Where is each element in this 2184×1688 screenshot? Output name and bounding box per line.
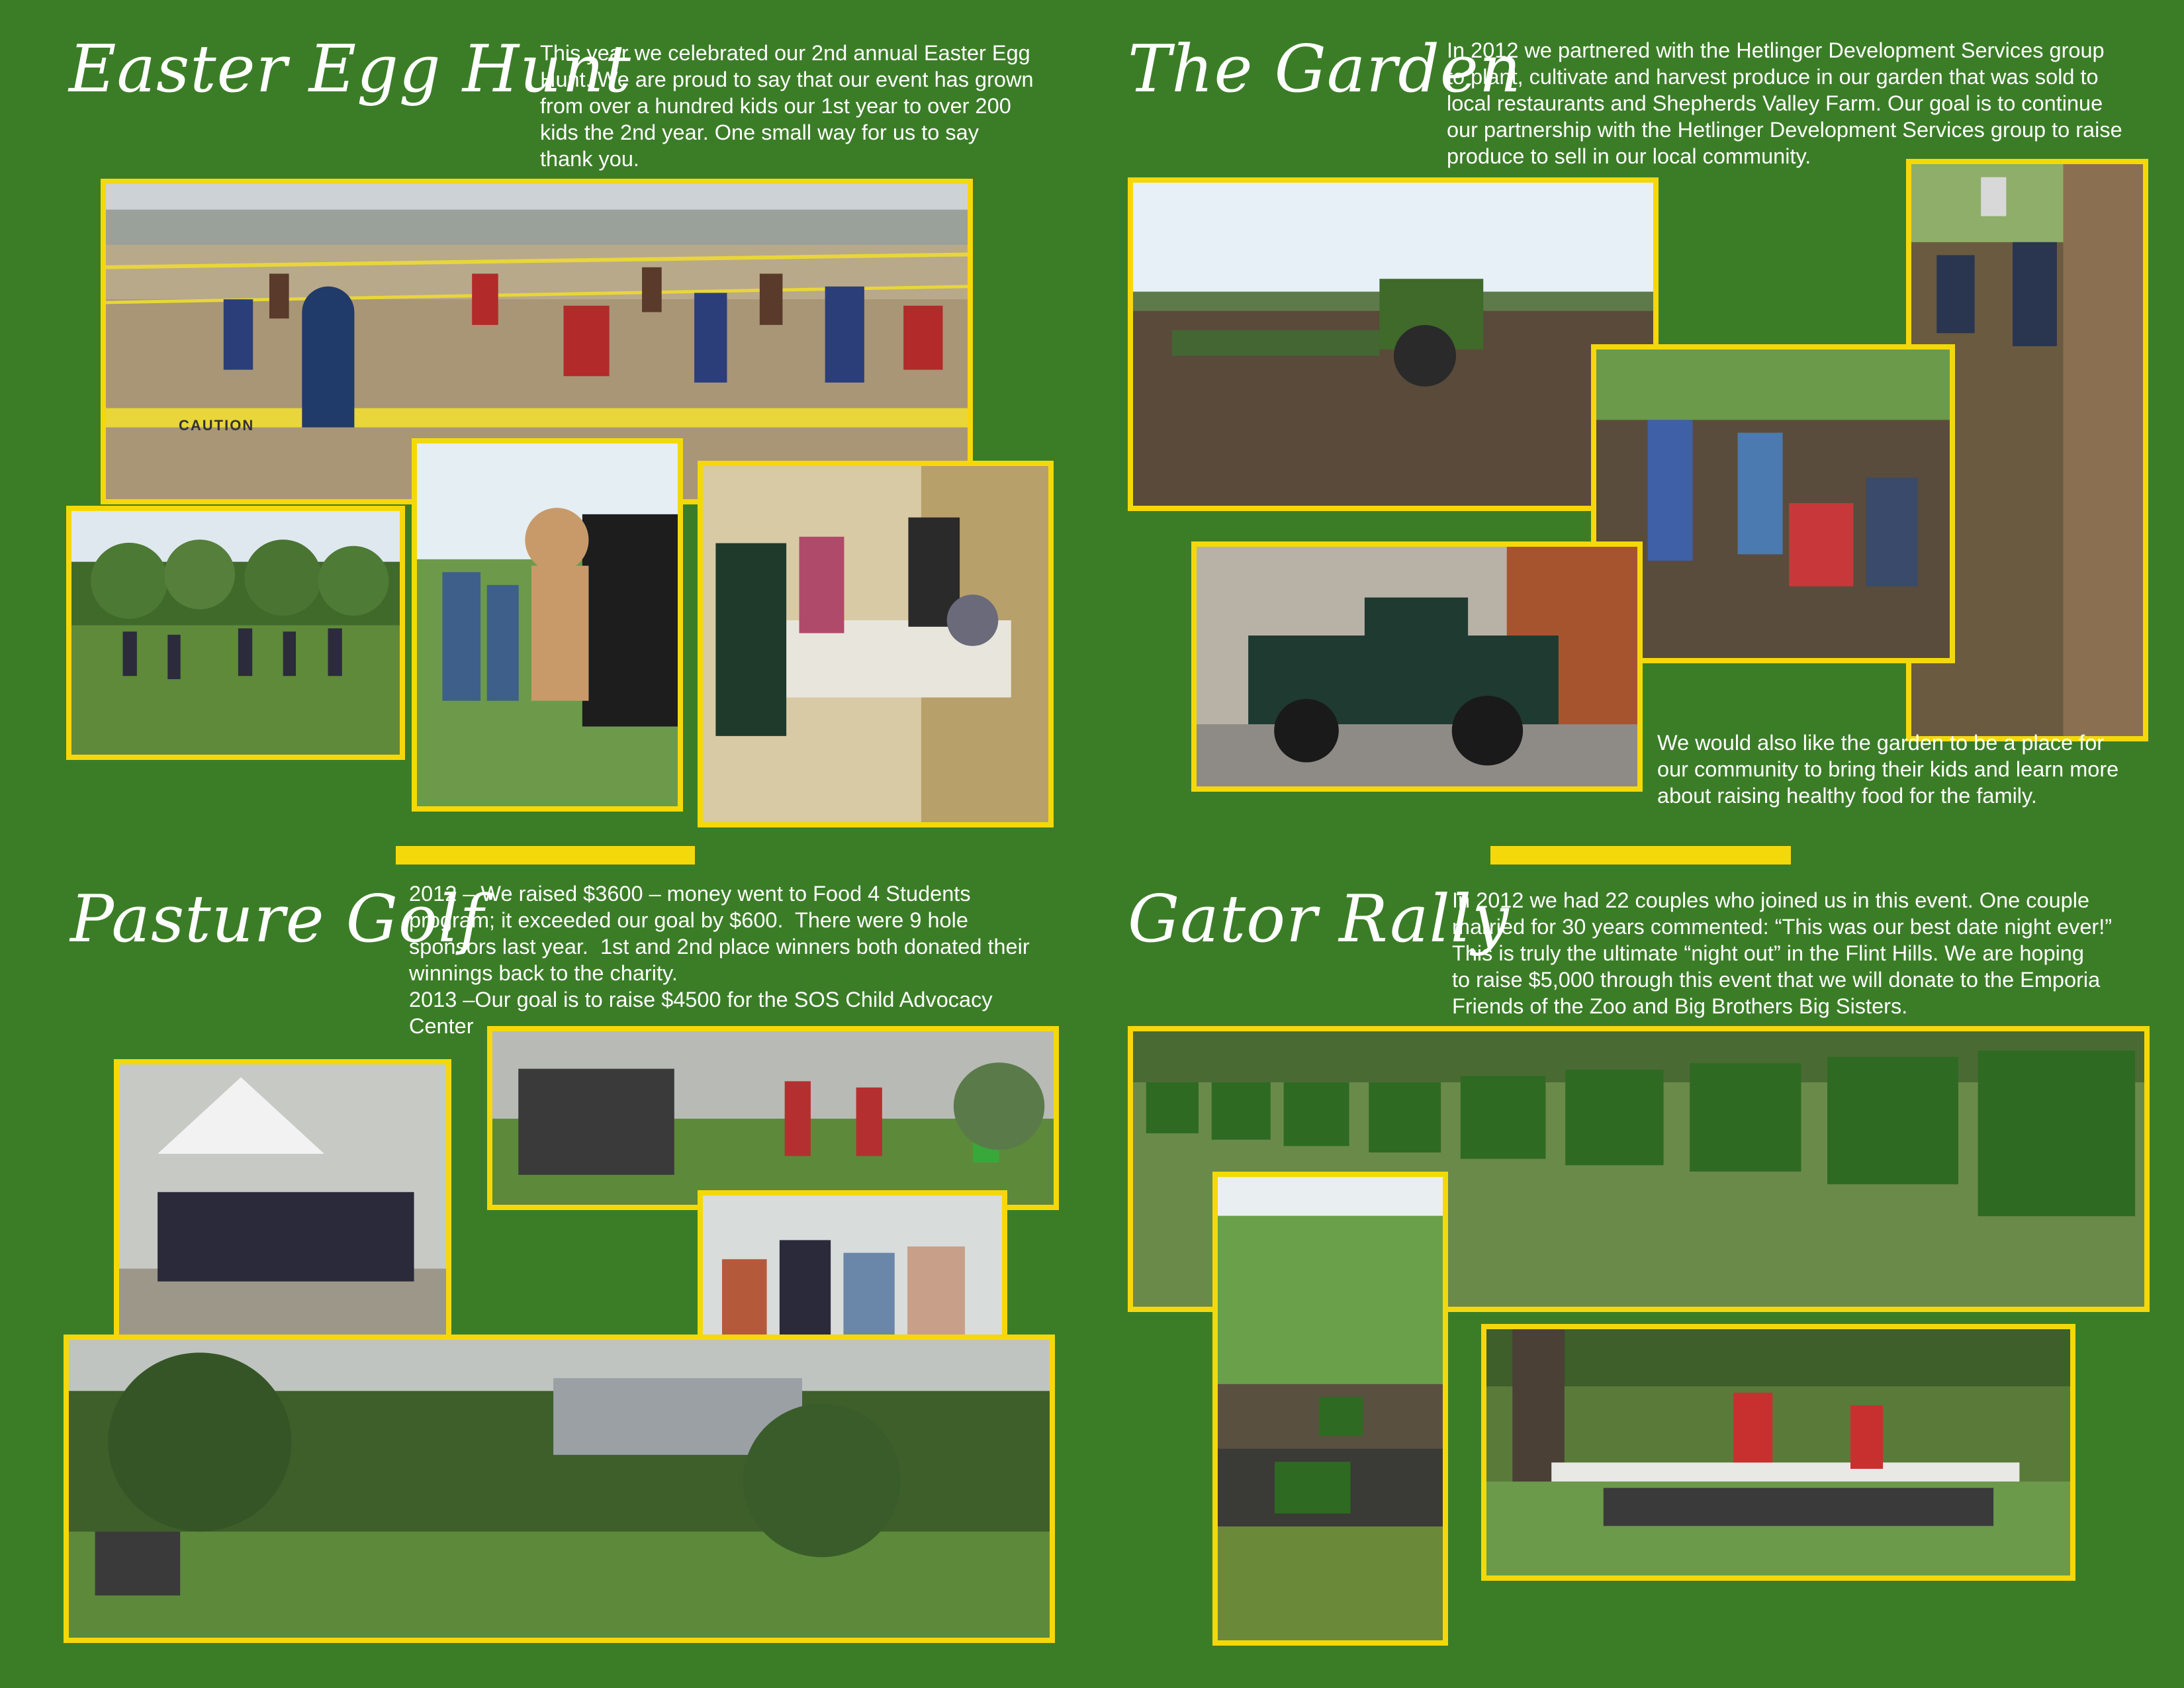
golf-tent-photo: [114, 1059, 451, 1354]
golf-utv-photo: [487, 1026, 1059, 1210]
creek-crossing-photo: [1212, 1172, 1448, 1646]
the-garden-text-2: We would also like the garden to be a place for our community to bring their kids and learn more about raising healthy food for the family.: [1657, 731, 2119, 808]
vintage-truck-photo: [1191, 541, 1643, 792]
picnic-tables-photo: [1481, 1324, 2075, 1581]
gator-rally-text: In 2012 we had 22 couples who joined us in this event. One couple married for 30 years commented: “This was our best date night ever!” This is truly the ultimate “night out” in the Flint Hills. We are hoping to raise $5,000 through this event that we will donate to the Emporia Friends of the Zoo and Big Brothers Big Sisters.: [1452, 888, 2113, 1018]
gator-rally-title: Gator Rally: [1128, 882, 1510, 957]
section-divider-right: [1490, 846, 1791, 865]
caution-tape-label: CAUTION: [179, 417, 255, 434]
easter-egg-hunt-title: Easter Egg Hunt: [69, 32, 631, 107]
pasture-golf-text: 2012 – We raised $3600 – money went to Food 4 Students program; it exceeded our goal by $600. There were 9 hole sponsors last year. 1st and 2nd place winners both donated their winnings back to the charity. 2013 –Our goal is to raise $4500 for the SOS Child Advocacy Center: [409, 882, 1030, 1038]
easter-bunny-photo: [412, 438, 683, 812]
the-garden-text: In 2012 we partnered with the Hetlinger Development Services group to plant, cultivate and harvest produce in our garden that was sold to local restaurants and Shepherds Valley Farm. Our goal is to continue our partnership with the Hetlinger Development Services group to raise produce to sell in our local community.: [1447, 38, 2122, 168]
park-crowd-photo: [66, 506, 405, 760]
pasture-golf-title: Pasture Golf: [70, 882, 484, 957]
section-divider-left: [396, 846, 695, 865]
easter-egg-hunt-text: This year we celebrated our 2nd annual Easter Egg Hunt. We are proud to say that our event has grown from over a hundred kids our 1st year to over 200 kids the 2nd year. One small way for us to say thank you.: [540, 41, 1034, 171]
the-garden-title: The Garden: [1128, 32, 1522, 107]
tractor-field-photo: [1128, 177, 1659, 511]
garden-workers-photo: [1591, 344, 1955, 663]
craft-table-photo: [698, 461, 1054, 827]
pasture-course-photo: [64, 1335, 1055, 1643]
